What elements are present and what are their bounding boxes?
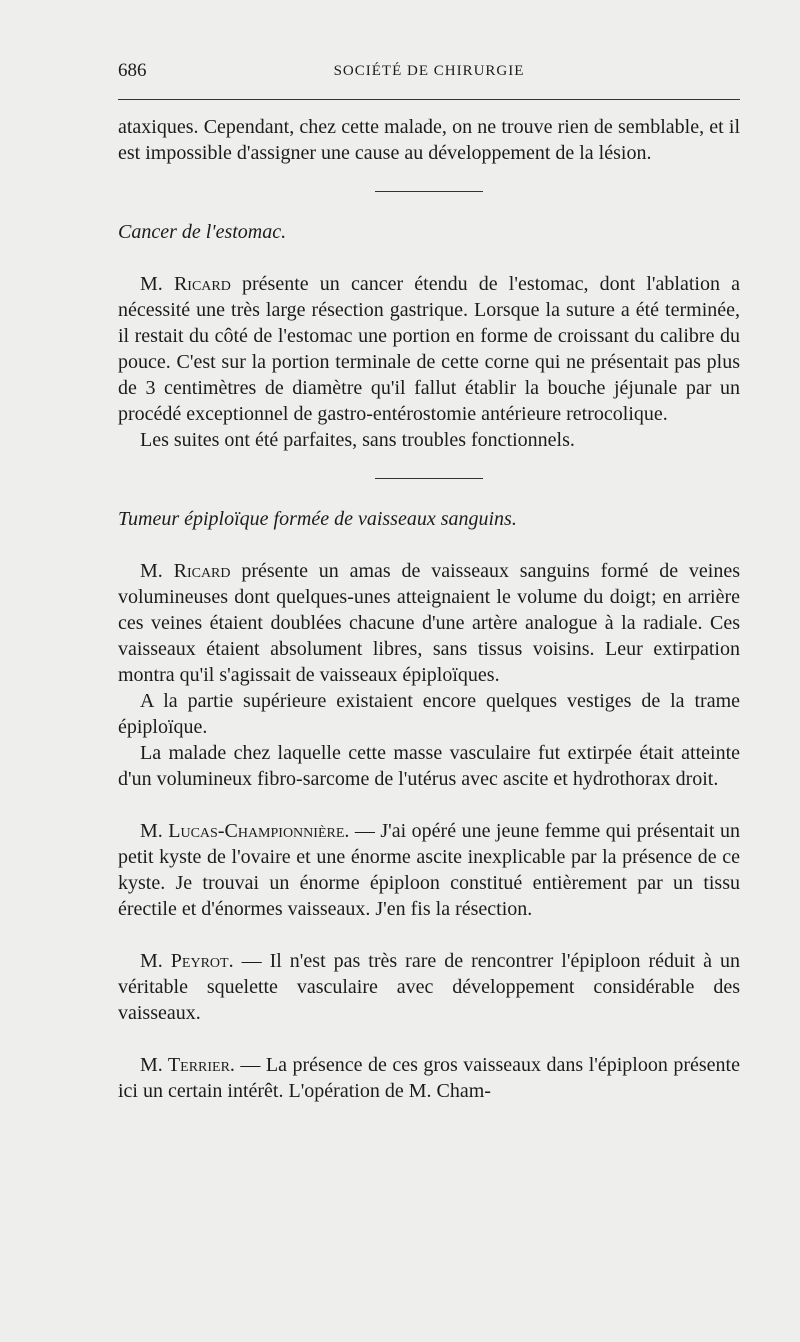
- page-header: [118, 60, 740, 90]
- paragraph-text: — J'ai opéré une jeune femme qui présentait un petit kyste de l'ovaire et une énorme ascite inexplicable par la présence de ce kyste. Je trouvai un énorme épiploon constitué entièrement par un tissu érectile et d'énormes vaisseaux. J'en fis la résection.: [118, 820, 740, 920]
- paragraph-text: présente un amas de vaisseaux sanguins formé de veines volumineuses dont quelques-unes atteignaient le volume du doigt; en arrière ces veines étaient doublées chacune d'une artère analogue à la radiale. Ces vaisseaux étaient absolument libres, sans tissus voisins. Leur extirpation montra qu'il s'agissait de vaisseaux épiploïques.: [118, 560, 740, 686]
- section-title-cancer: Cancer de l'estomac.: [118, 221, 287, 243]
- speaker-name: M. Terrier.: [140, 1054, 235, 1076]
- speaker-name: M. Peyrot.: [140, 950, 234, 972]
- speaker-name: M. Ricard: [140, 273, 231, 295]
- paragraph-text: — Il n'est pas très rare de rencontrer l'épiploon réduit à un véritable squelette vasculaire avec développement considérable des vaisseaux.: [118, 950, 740, 1024]
- paragraph-suites: Les suites ont été parfaites, sans troubles fonctionnels.: [140, 429, 575, 451]
- page-number: 686: [118, 60, 147, 81]
- paragraph-terrier: [118, 1052, 740, 1104]
- paragraph-text: présente un cancer étendu de l'estomac, dont l'ablation a nécessité une très large résection gastrique. Lorsque la suture a été terminée, il restait du côté de l'estomac une portion en forme de croissant du calibre du pouce. C'est sur la portion terminale de cette corne qui ne présentait pas plus de 3 centimètres de diamètre qu'il fallut établir la bouche jéjunale par un procédé exceptionnel de gastro-entérostomie antérieure retrocolique.: [118, 273, 740, 425]
- page-body: [118, 114, 740, 1104]
- paragraph-text: — La présence de ces gros vaisseaux dans l'épiploon présente ici un certain intérêt. L'opération de M. Cham-: [118, 1054, 740, 1102]
- paragraph-peyrot: [118, 948, 740, 1026]
- paragraph-lucas-championniere: [118, 818, 740, 922]
- paragraph-malade: La malade chez laquelle cette masse vasculaire fut extirpée était atteinte d'un volumineux fibro-sarcome de l'utérus avec ascite et hydrothorax droit.: [118, 742, 740, 790]
- header-rule: [118, 99, 740, 100]
- speaker-name: M. Lucas-Championnière.: [140, 820, 350, 842]
- paragraph-ricard-tumeur: [118, 558, 740, 688]
- section-title-tumeur: Tumeur épiploïque formée de vaisseaux sanguins.: [118, 508, 517, 530]
- speaker-name: M. Ricard: [140, 560, 231, 582]
- running-title: SOCIÉTÉ DE CHIRURGIE: [333, 63, 525, 79]
- paragraph-continuation: ataxiques. Cependant, chez cette malade, on ne trouve rien de semblable, et il est impossible d'assigner une cause au développement de la lésion.: [118, 116, 740, 164]
- paragraph-vestiges: A la partie supérieure existaient encore quelques vestiges de la trame épiploïque.: [118, 690, 740, 738]
- paragraph-ricard-cancer: [118, 271, 740, 427]
